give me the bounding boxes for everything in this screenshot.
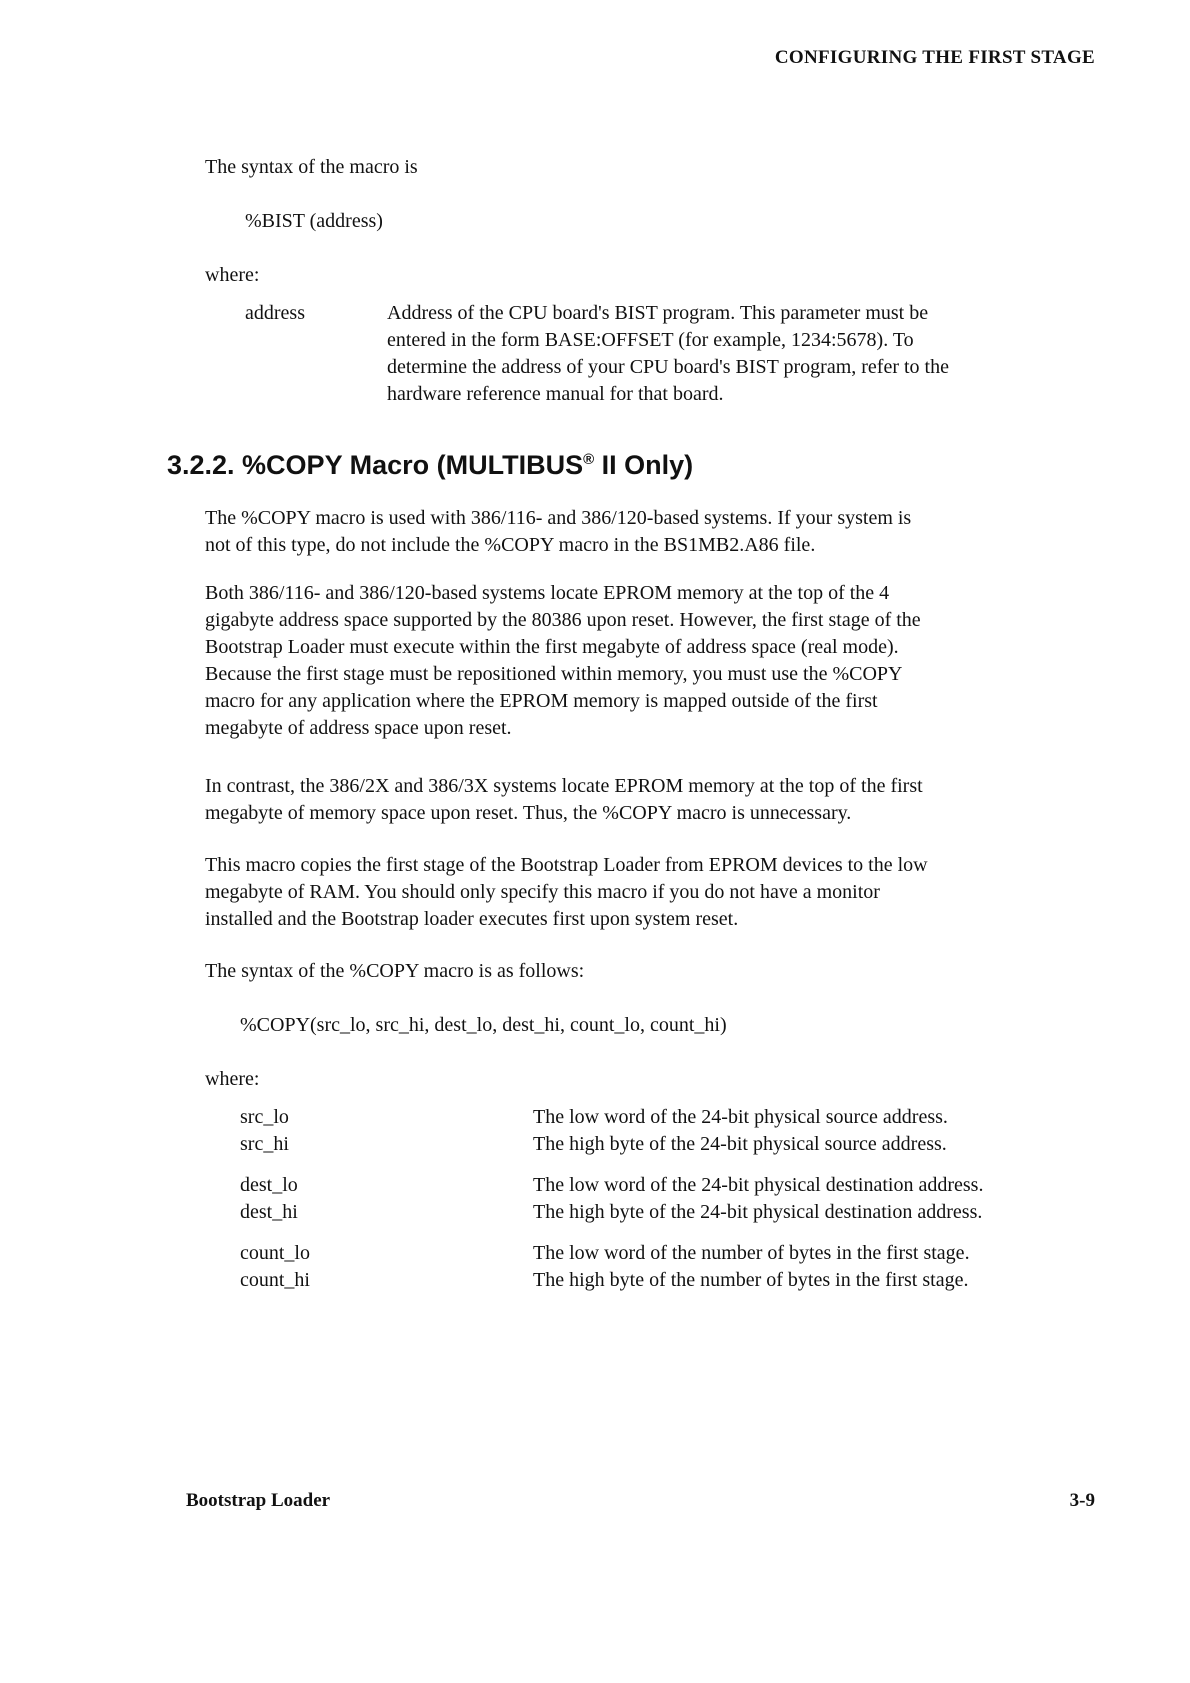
paragraph	[205, 773, 1085, 827]
heading-text: 3.2.2. %COPY Macro (MULTIBUS	[167, 450, 584, 480]
desc-line: hardware reference manual for that board.	[387, 383, 724, 405]
footer-page-number: 3-9	[1069, 1490, 1095, 1511]
desc-line: entered in the form BASE:OFFSET (for example, 1234:5678). To	[387, 329, 914, 351]
param-name: dest_lo	[240, 1174, 298, 1196]
param-name: count_lo	[240, 1242, 310, 1264]
line: installed and the Bootstrap loader executes first upon system reset.	[205, 908, 739, 930]
line: In contrast, the 386/2X and 386/3X systems locate EPROM memory at the top of the first	[205, 775, 923, 797]
param-description: The high byte of the 24-bit physical source address.	[533, 1133, 947, 1155]
line: megabyte of memory space upon reset. Thus, the %COPY macro is unnecessary.	[205, 802, 852, 824]
paragraph: The syntax of the %COPY macro is as follows:	[205, 960, 585, 982]
line: The %COPY macro is used with 386/116- and 386/120-based systems. If your system is	[205, 507, 912, 529]
param-description: The high byte of the number of bytes in the first stage.	[533, 1269, 969, 1291]
copy-where: where:	[205, 1068, 260, 1090]
line: macro for any application where the EPROM memory is mapped outside of the first	[205, 690, 878, 712]
bist-intro: The syntax of the macro is	[205, 156, 418, 178]
heading-text-tail: II Only)	[594, 450, 694, 480]
param-name: count_hi	[240, 1269, 310, 1291]
desc-line: Address of the CPU board's BIST program. This parameter must be	[387, 302, 929, 324]
bist-where: where:	[205, 264, 260, 286]
param-name: src_lo	[240, 1106, 289, 1128]
param-description: The low word of the 24-bit physical source address.	[533, 1106, 948, 1128]
footer-book-title: Bootstrap Loader	[186, 1490, 331, 1511]
line: megabyte of address space upon reset.	[205, 717, 512, 739]
paragraph	[205, 505, 1085, 559]
param-description: The low word of the 24-bit physical destination address.	[533, 1174, 984, 1196]
bist-syntax: %BIST (address)	[245, 210, 383, 232]
param-name: address	[245, 302, 305, 324]
paragraph	[205, 852, 1085, 933]
desc-line: determine the address of your CPU board's BIST program, refer to the	[387, 356, 949, 378]
param-description	[387, 300, 1087, 408]
line: megabyte of RAM. You should only specify this macro if you do not have a monitor	[205, 881, 880, 903]
line: This macro copies the first stage of the Bootstrap Loader from EPROM devices to the low	[205, 854, 928, 876]
param-name: dest_hi	[240, 1201, 298, 1223]
paragraph	[205, 580, 1085, 742]
line: Because the first stage must be repositioned within memory, you must use the %COPY	[205, 663, 903, 685]
param-name: src_hi	[240, 1133, 289, 1155]
running-header: CONFIGURING THE FIRST STAGE	[774, 47, 1095, 68]
line: Both 386/116- and 386/120-based systems locate EPROM memory at the top of the 4	[205, 582, 890, 604]
section-heading	[167, 446, 693, 479]
registered-mark: ®	[583, 451, 595, 468]
line: Bootstrap Loader must execute within the first megabyte of address space (real mode).	[205, 636, 899, 658]
param-description: The high byte of the 24-bit physical destination address.	[533, 1201, 983, 1223]
line: not of this type, do not include the %COPY macro in the BS1MB2.A86 file.	[205, 534, 816, 556]
line: gigabyte address space supported by the 80386 upon reset. However, the first stage of the	[205, 609, 921, 631]
param-description: The low word of the number of bytes in the first stage.	[533, 1242, 970, 1264]
copy-syntax: %COPY(src_lo, src_hi, dest_lo, dest_hi, count_lo, count_hi)	[240, 1014, 727, 1036]
